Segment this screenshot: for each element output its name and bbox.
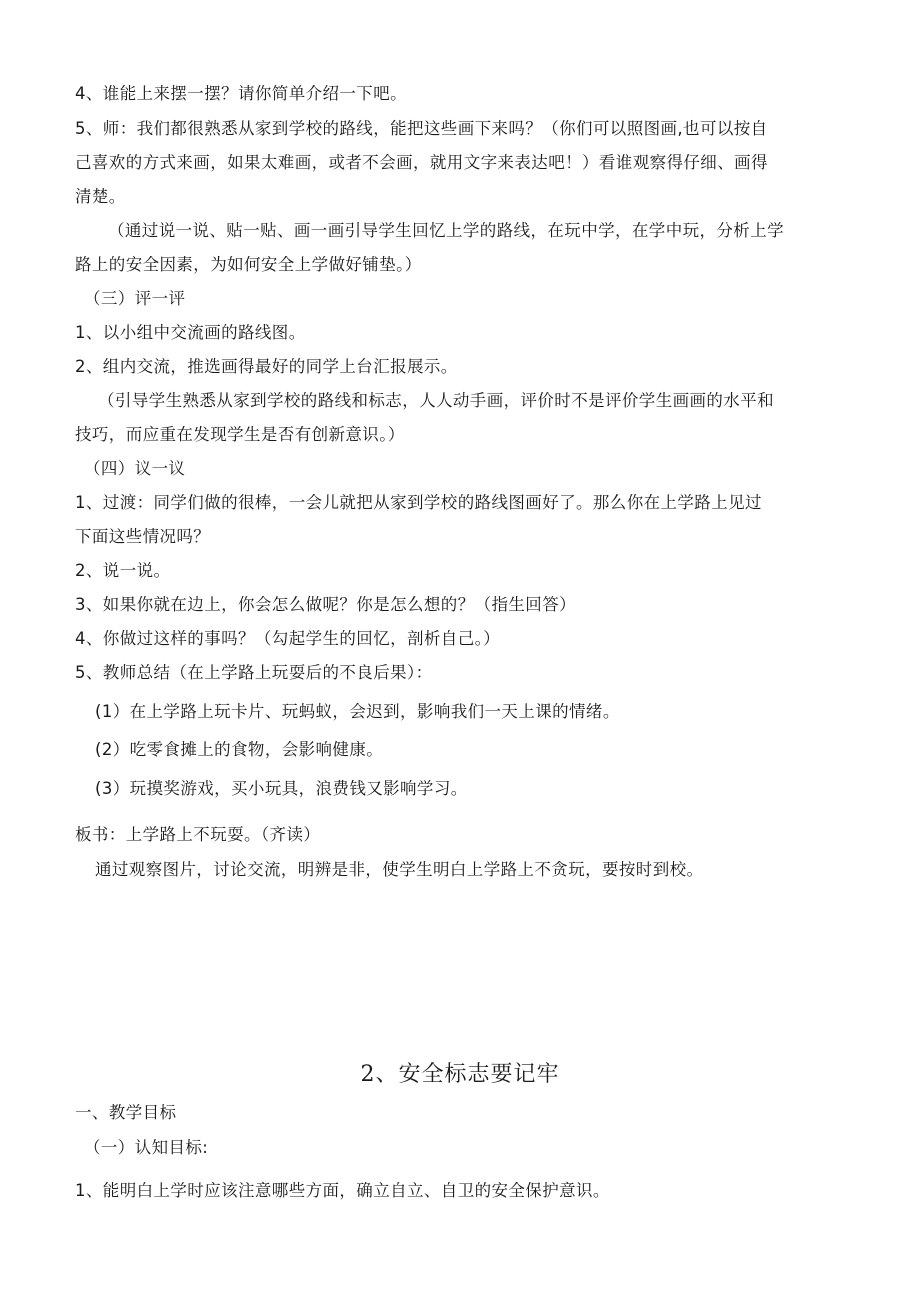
text-line: 通过观察图片，讨论交流，明辨是非，使学生明白上学路上不贪玩，要按时到校。 [95, 860, 704, 879]
text-line: 技巧，而应重在发现学生是否有创新意识。） [75, 425, 405, 444]
list-item: (2）吃零食摊上的食物，会影响健康。 [95, 740, 384, 759]
section-heading: （四）议一议 [84, 459, 186, 478]
text-line: （引导学生熟悉从家到学校的路线和标志，人人动手画，评价时不是评价学生画画的水平和 [98, 391, 774, 410]
text-line: 1、过渡：同学们做的很棒，一会儿就把从家到学校的路线图画好了。那么你在上学路上见过 [75, 493, 762, 512]
text-line: 1、以小组中交流画的路线图。 [75, 323, 306, 342]
text-line: 4、你做过这样的事吗？（勾起学生的回忆，剖析自己。） [75, 629, 501, 648]
text-line: 5、教师总结（在上学路上玩耍后的不良后果）： [75, 663, 433, 682]
text-line: 清楚。 [75, 187, 126, 206]
text-line: 1、能明白上学时应该注意哪些方面，确立自立、自卫的安全保护意识。 [75, 1181, 610, 1200]
text-line: 5、师：我们都很熟悉从家到学校的路线，能把这些画下来吗？（你们可以照图画,也可以按自 [75, 119, 768, 138]
text-line: 3、如果你就在边上，你会怎么做呢？你是怎么想的？（指生回答） [75, 595, 576, 614]
list-item: (1）在上学路上玩卡片、玩蚂蚁，会迟到，影响我们一天上课的情绪。 [95, 702, 620, 721]
text-line: 2、组内交流，推选画得最好的同学上台汇报展示。 [75, 357, 458, 376]
text-line: 2、说一说。 [75, 561, 171, 580]
text-line: （通过说一说、贴一贴、画一画引导学生回忆上学的路线，在玩中学，在学中玩，分析上学 [108, 221, 784, 240]
section-heading: （三）评一评 [84, 289, 186, 308]
section-heading: 一、教学目标 [75, 1103, 177, 1122]
board-writing: 板书：上学路上不玩耍。（齐读） [75, 825, 321, 844]
lesson-title: 2、安全标志要记牢 [360, 1062, 560, 1087]
list-item: (3）玩摸奖游戏，买小玩具，浪费钱又影响学习。 [95, 779, 468, 798]
text-line: 己喜欢的方式来画，如果太难画，或者不会画，就用文字来表达吧！）看谁观察得仔细、画得 [75, 153, 768, 172]
text-line: 4、谁能上来摆一摆？请你简单介绍一下吧。 [75, 84, 407, 103]
text-line: 下面这些情况吗？ [75, 527, 211, 546]
section-heading: （一）认知目标: [84, 1138, 209, 1157]
text-line: 路上的安全因素，为如何安全上学做好铺垫。） [75, 255, 422, 274]
